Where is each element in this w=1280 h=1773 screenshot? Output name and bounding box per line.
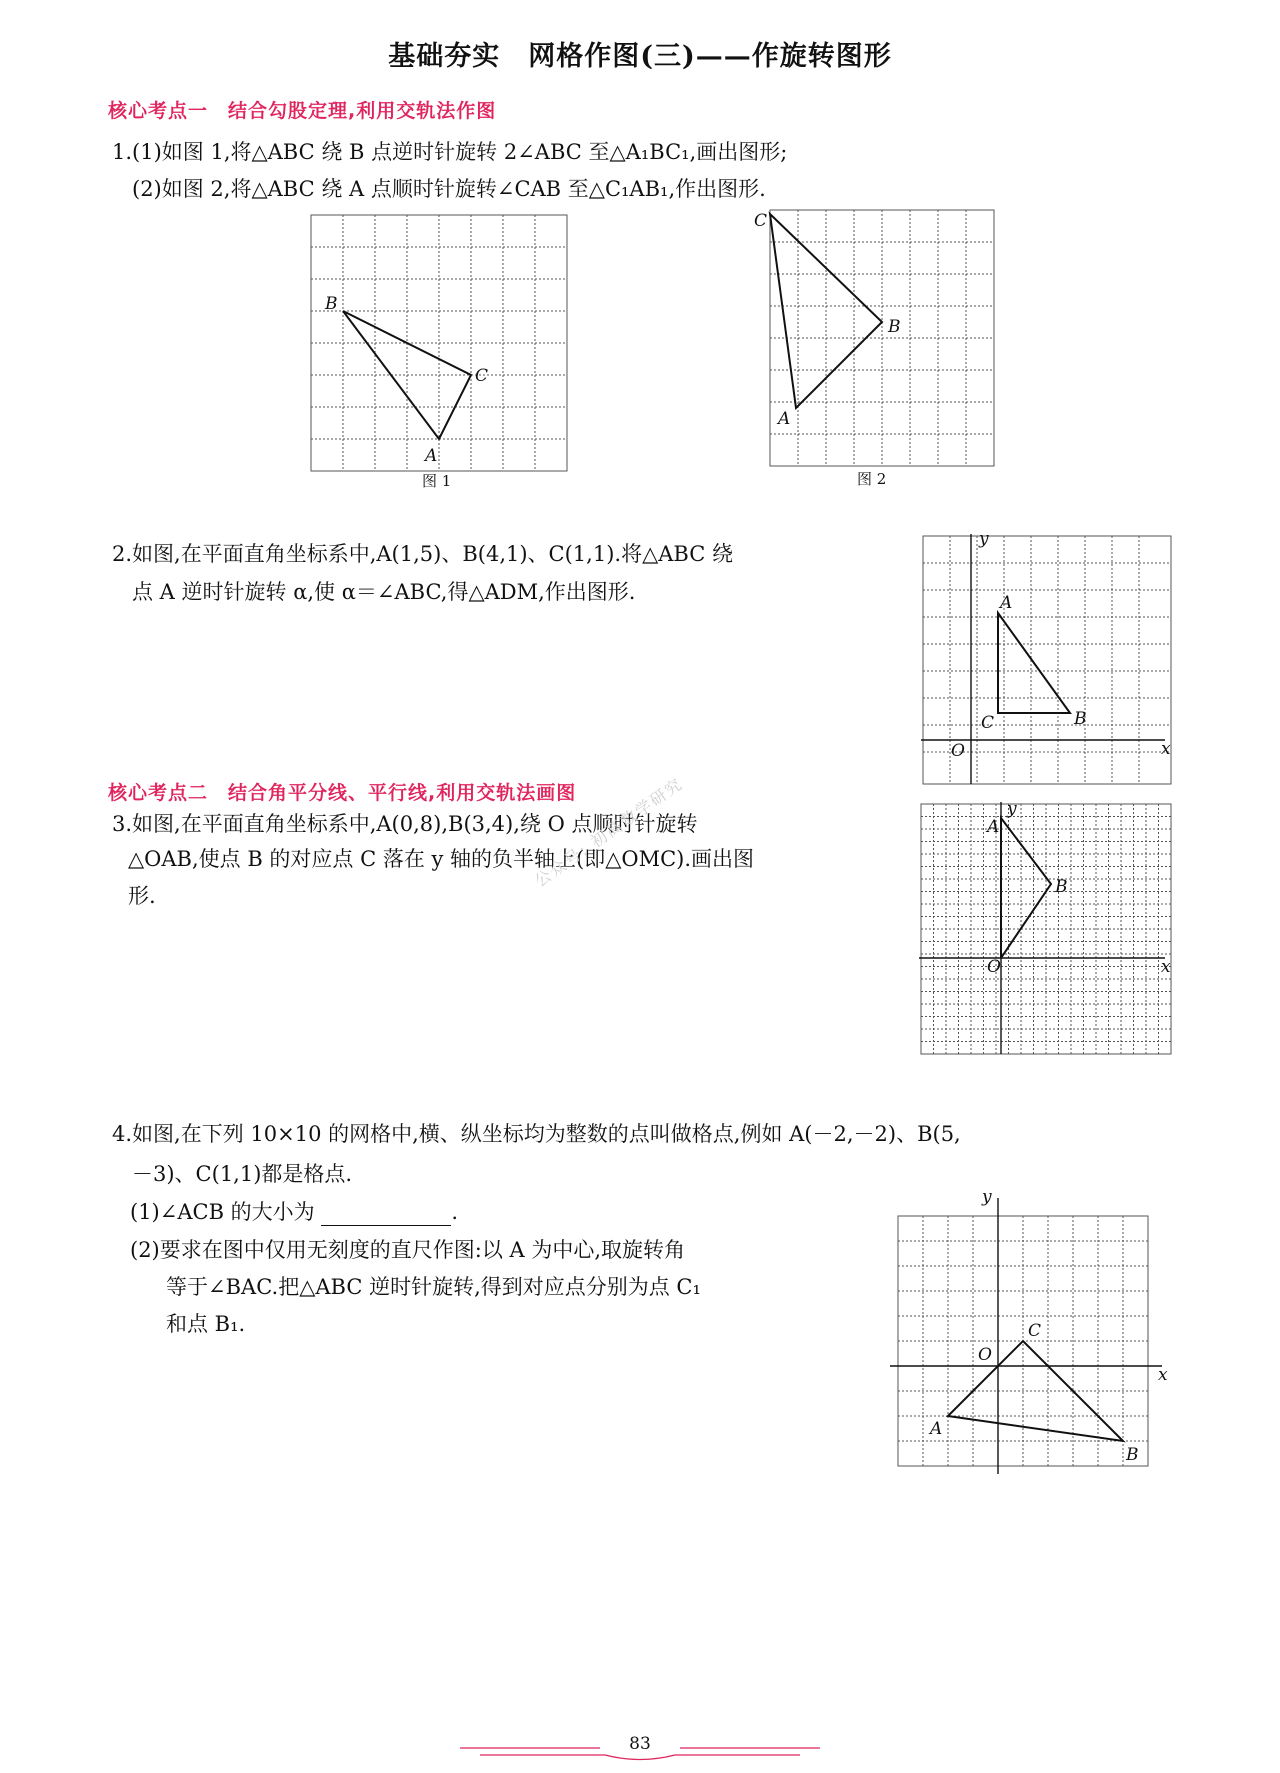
fig4-label-x: x <box>1161 957 1171 977</box>
figure-2 <box>740 200 1010 480</box>
fig3-label-b: B <box>1074 709 1087 729</box>
fig1-label-a: A <box>425 446 438 466</box>
fig5-label-b: B <box>1126 1445 1139 1465</box>
q2-line2: 点 A 逆时针旋转 α,使 α＝∠ABC,得△ADM,作出图形. <box>132 580 636 604</box>
watermark-text: 公众号: 初高数学研究 <box>531 773 687 891</box>
q1-line2: (2)如图 2,将△ABC 绕 A 点顺时针旋转∠CAB 至△C₁AB₁,作出图形. <box>132 177 766 201</box>
fig2-caption: 图 2 <box>857 470 887 488</box>
q3-line3: 形. <box>128 884 156 908</box>
fig4-label-o: O <box>987 957 1001 977</box>
q3-line1: 3.如图,在平面直角坐标系中,A(0,8),B(3,4),绕 O 点顺时针旋转 <box>112 812 698 836</box>
fig1-label-b: B <box>325 294 338 314</box>
fig5-label-y: y <box>982 1190 992 1207</box>
q3-line2: △OAB,使点 B 的对应点 C 落在 y 轴的负半轴上(即△OMC).画出图 <box>128 847 755 871</box>
section-heading-2: 核心考点二 结合角平分线、平行线,利用交轨法画图 <box>108 782 577 804</box>
page-title: 基础夯实 网格作图(三)——作旋转图形 <box>388 41 892 72</box>
fig2-label-c: C <box>754 211 768 231</box>
fig1-caption: 图 1 <box>422 472 452 490</box>
fig3-label-y: y <box>979 530 989 549</box>
fig1-grid <box>311 215 567 471</box>
fig3-label-c: C <box>981 713 995 733</box>
q4-part1 <box>130 1198 458 1226</box>
fig2-label-a: A <box>778 409 791 429</box>
page-footer <box>440 1734 840 1766</box>
fig1-label-c: C <box>475 366 489 386</box>
fig4-label-b: B <box>1055 877 1068 897</box>
fig2-label-b: B <box>888 317 901 337</box>
q4-line2: －3)、C(1,1)都是格点. <box>132 1162 353 1186</box>
fig5-label-c: C <box>1028 1321 1042 1341</box>
figure-5 <box>890 1190 1180 1480</box>
q4-line1: 4.如图,在下列 10×10 的网格中,横、纵坐标均为整数的点叫做格点,例如 A(－2,－2)、B(5, <box>112 1122 961 1146</box>
fig4-label-a: A <box>987 817 1000 837</box>
figure-1 <box>295 205 585 485</box>
figure-3 <box>915 530 1175 790</box>
fig3-label-x: x <box>1161 739 1171 759</box>
section-heading-1: 核心考点一 结合勾股定理,利用交轨法作图 <box>108 100 497 122</box>
q4-part2-line3: 和点 B₁. <box>166 1312 246 1336</box>
figure-4 <box>915 800 1175 1060</box>
q4-part1-end: . <box>451 1200 459 1224</box>
fig4-label-y: y <box>1007 800 1017 819</box>
page-number: 83 <box>629 1734 651 1754</box>
fig5-label-a: A <box>930 1419 943 1439</box>
fig2-grid <box>770 210 994 466</box>
fig5-label-x: x <box>1158 1365 1168 1385</box>
q4-part2-line1: (2)要求在图中仅用无刻度的直尺作图:以 A 为中心,取旋转角 <box>130 1238 686 1262</box>
fig3-label-a: A <box>1000 593 1013 613</box>
q1-line1: 1.(1)如图 1,将△ABC 绕 B 点逆时针旋转 2∠ABC 至△A₁BC₁,画出图形; <box>112 140 788 164</box>
q4-part2-line2: 等于∠BAC.把△ABC 逆时针旋转,得到对应点分别为点 C₁ <box>166 1275 701 1299</box>
q2-line1: 2.如图,在平面直角坐标系中,A(1,5)、B(4,1)、C(1,1).将△ABC 绕 <box>112 542 733 566</box>
fig4-grid <box>921 804 1171 1054</box>
fig5-label-o: O <box>978 1345 992 1365</box>
q4-answer-blank[interactable] <box>321 1203 451 1226</box>
q4-part1-text: (1)∠ACB 的大小为 <box>130 1200 315 1224</box>
fig3-label-o: O <box>951 741 965 761</box>
